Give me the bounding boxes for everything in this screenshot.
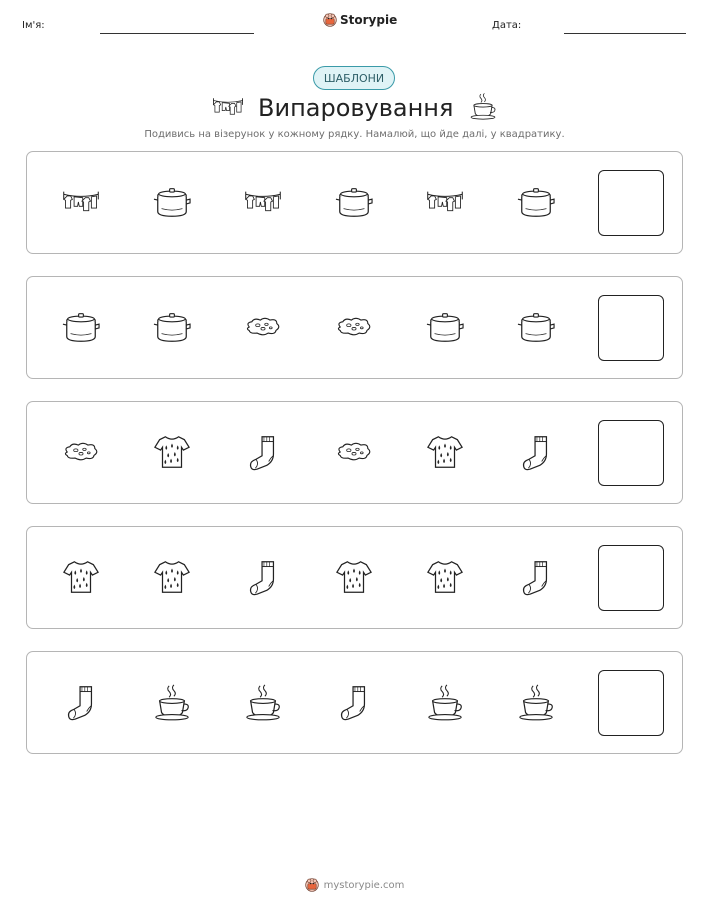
pattern-row: [26, 401, 683, 504]
clothesline-icon: [244, 183, 282, 221]
coffee-cup-icon: [244, 683, 282, 721]
pattern-item: [56, 302, 106, 352]
answer-box[interactable]: [598, 295, 664, 361]
pattern-item: [511, 552, 561, 602]
puddle-icon: [335, 308, 373, 346]
pattern-item: [511, 302, 561, 352]
brand-logo: [323, 13, 397, 27]
puddle-icon: [244, 308, 282, 346]
wet-tshirt-icon: [153, 558, 191, 596]
coffee-cup-icon: [517, 683, 555, 721]
pattern-item: [329, 302, 379, 352]
answer-box[interactable]: [598, 670, 664, 736]
wet-tshirt-icon: [62, 558, 100, 596]
pattern-item: [238, 552, 288, 602]
coffee-cup-icon: [426, 683, 464, 721]
page-title: Випаровування: [258, 94, 454, 122]
pattern-item: [511, 427, 561, 477]
category-badge: ШАБЛОНИ: [313, 66, 395, 90]
pattern-row: [26, 276, 683, 379]
pattern-item: [420, 552, 470, 602]
pattern-item: [56, 552, 106, 602]
brand-name: Storypie: [340, 13, 398, 27]
pattern-row: [26, 651, 683, 754]
clothesline-icon: [212, 96, 244, 118]
sock-icon: [62, 683, 100, 721]
pattern-item: [147, 302, 197, 352]
answer-box[interactable]: [598, 170, 664, 236]
pattern-item: [329, 677, 379, 727]
pattern-item: [420, 677, 470, 727]
storypie-logo-icon: [305, 878, 319, 892]
answer-box[interactable]: [598, 545, 664, 611]
puddle-icon: [62, 433, 100, 471]
pattern-item: [147, 677, 197, 727]
pot-icon: [153, 183, 191, 221]
sock-icon: [335, 683, 373, 721]
pattern-item: [329, 427, 379, 477]
pattern-item: [329, 552, 379, 602]
pattern-item: [238, 302, 288, 352]
pattern-row: [26, 526, 683, 629]
pattern-row: [26, 151, 683, 254]
sock-icon: [244, 433, 282, 471]
pattern-item: [147, 552, 197, 602]
coffee-cup-icon: [153, 683, 191, 721]
pattern-item: [420, 427, 470, 477]
wet-tshirt-icon: [426, 558, 464, 596]
pattern-item: [147, 427, 197, 477]
pattern-item: [511, 677, 561, 727]
pattern-item: [511, 177, 561, 227]
title-row: [0, 92, 709, 128]
sock-icon: [244, 558, 282, 596]
answer-box[interactable]: [598, 420, 664, 486]
worksheet-header: [0, 0, 709, 50]
pattern-item: [238, 677, 288, 727]
pattern-item: [420, 177, 470, 227]
storypie-logo-icon: [323, 13, 337, 27]
clothesline-icon: [426, 183, 464, 221]
pattern-item: [238, 427, 288, 477]
footer-website: mystorypie.com: [323, 879, 405, 891]
pot-icon: [62, 308, 100, 346]
pattern-item: [56, 177, 106, 227]
clothesline-icon: [62, 183, 100, 221]
name-field[interactable]: [100, 33, 254, 34]
pattern-item: [329, 177, 379, 227]
pot-icon: [426, 308, 464, 346]
wet-tshirt-icon: [153, 433, 191, 471]
pot-icon: [153, 308, 191, 346]
wet-tshirt-icon: [335, 558, 373, 596]
footer: [0, 878, 709, 892]
sock-icon: [517, 558, 555, 596]
name-label: Ім'я:: [22, 20, 45, 31]
pattern-item: [56, 427, 106, 477]
puddle-icon: [335, 433, 373, 471]
sock-icon: [517, 433, 555, 471]
wet-tshirt-icon: [426, 433, 464, 471]
pattern-item: [56, 677, 106, 727]
pattern-item: [420, 302, 470, 352]
pot-icon: [335, 183, 373, 221]
pattern-item: [238, 177, 288, 227]
pot-icon: [517, 183, 555, 221]
instructions: Подивись на візерунок у кожному рядку. Намалюй, що йде далі, у квадратику.: [144, 129, 565, 140]
pot-icon: [517, 308, 555, 346]
date-label: Дата:: [492, 20, 522, 31]
coffee-cup-icon: [469, 92, 497, 120]
date-field[interactable]: [564, 33, 686, 34]
pattern-item: [147, 177, 197, 227]
